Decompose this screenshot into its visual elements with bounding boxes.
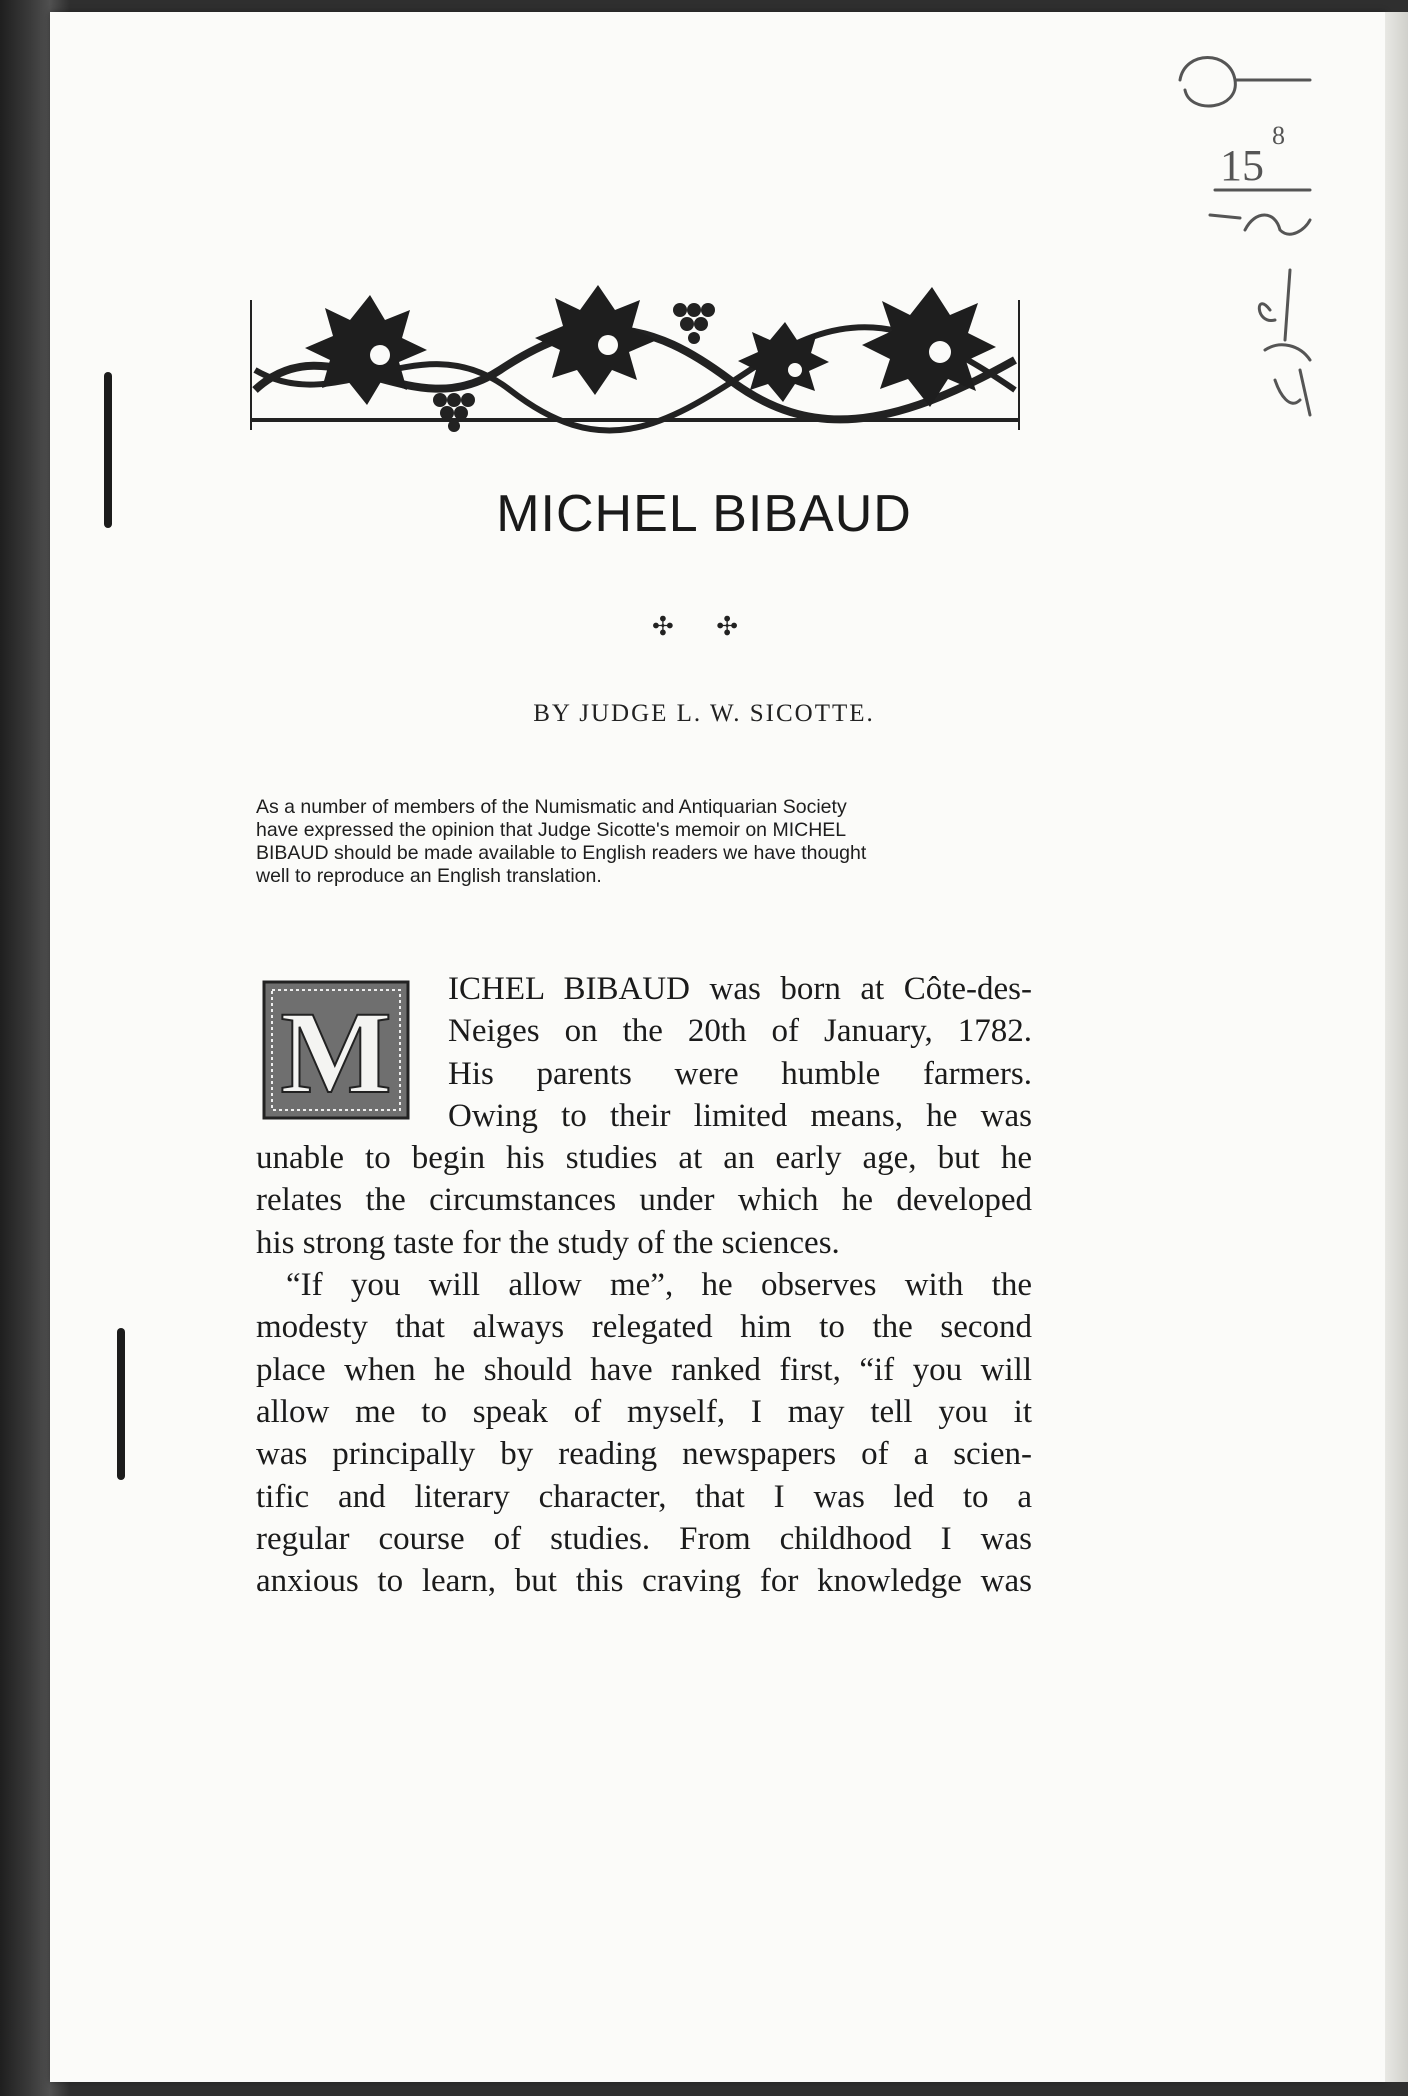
body-line: “If you will allow me”, he observes with the [286, 1267, 1032, 1304]
body-line: Neiges on the 20th of January, 1782. [448, 1013, 1032, 1050]
intro-note [256, 796, 1032, 888]
body-line: was principally by reading newspapers of a scien- [256, 1436, 1032, 1473]
intro-line: well to reproduce an English translation. [256, 865, 602, 887]
body-line: tific and literary character, that I was led to a [256, 1478, 1032, 1515]
handwritten-number: 15 [1220, 141, 1264, 190]
body-line: modesty that always relegated him to the second [256, 1309, 1032, 1346]
body-line: his strong taste for the study of the sciences. [256, 1224, 840, 1261]
intro-line: have expressed the opinion that Judge Sicotte's memoir on MICHEL [256, 819, 847, 841]
author-byline: BY JUDGE L. W. SICOTTE. [533, 700, 875, 727]
body-line: relates the circumstances under which he developed [256, 1182, 1032, 1219]
body-line: regular course of studies. From childhood I was [256, 1520, 1032, 1557]
page-edge [1385, 12, 1408, 2082]
body-line: anxious to learn, but this craving for knowledge was [256, 1563, 1032, 1600]
intro-line: BIBAUD should be made available to English readers we have thought [256, 842, 867, 864]
section-divider: ✣ ✣ [651, 612, 757, 641]
intro-line: As a number of members of the Numismatic and Antiquarian Society [256, 796, 847, 818]
body-text [256, 968, 1032, 1602]
vine-ornament-header [250, 280, 1020, 440]
page-title: MICHEL BIBAUD [496, 485, 912, 543]
body-line: unable to begin his studies at an early age, but he [256, 1140, 1032, 1177]
handwritten-superscript: 8 [1272, 121, 1285, 150]
staple-bottom [117, 1328, 125, 1480]
body-line: place when he should have ranked first, “if you will [256, 1351, 1032, 1388]
drop-cap-letter: M [280, 987, 392, 1118]
body-line: His parents were humble farmers. [448, 1055, 1032, 1092]
body-line: ICHEL BIBAUD was born at Côte-des- [448, 971, 1032, 1007]
handwritten-annotation [1160, 40, 1370, 430]
body-line: allow me to speak of myself, I may tell you it [256, 1393, 1032, 1430]
body-line: Owing to their limited means, he was [448, 1097, 1032, 1134]
